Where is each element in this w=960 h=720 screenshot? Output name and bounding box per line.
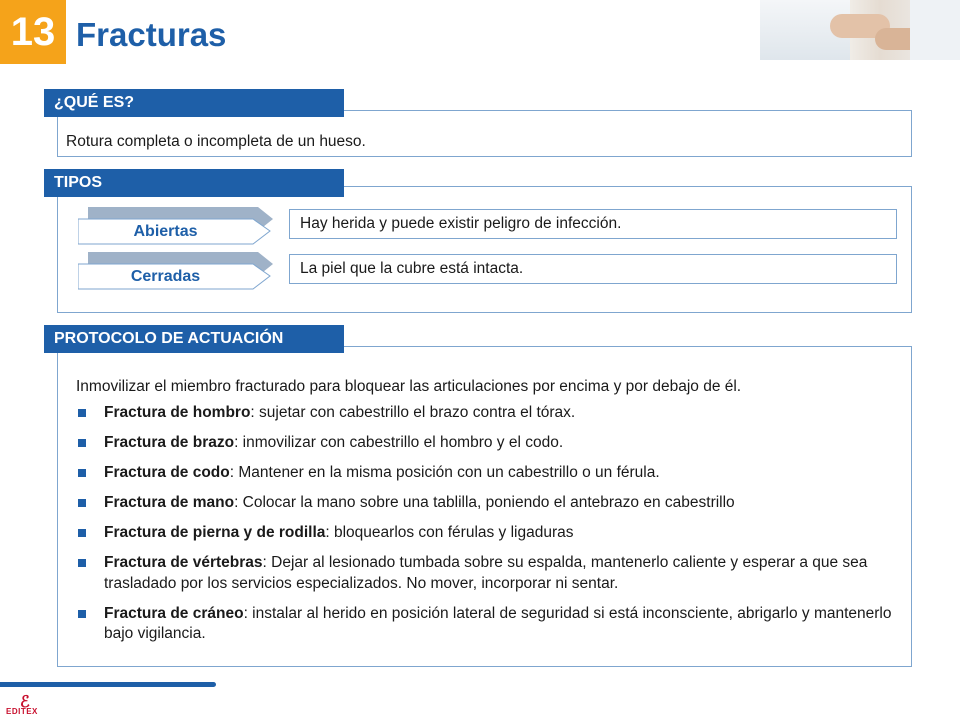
publisher-logo-text: EDITEX — [6, 707, 38, 716]
definition-text: Rotura completa o incompleta de un hueso. — [66, 133, 366, 150]
bullet-square-icon — [78, 610, 86, 618]
type-label-abiertas: Abiertas — [133, 223, 198, 240]
types-heading: TIPOS — [44, 169, 344, 197]
list-item — [76, 523, 896, 544]
type-desc-cerradas: La piel que la cubre está intacta. — [289, 254, 897, 284]
type-desc-abiertas: Hay herida y puede existir peligro de infección. — [289, 209, 897, 239]
bullet-square-icon — [78, 409, 86, 417]
protocol-list — [76, 403, 896, 654]
item-term: Fractura de mano — [104, 494, 235, 511]
item-text: : instalar al herido en posición lateral de seguridad si está inconsciente, abrigarlo y mantenerlo bajo vigilancia. — [104, 604, 892, 642]
list-item — [76, 493, 896, 514]
item-text: : bloquearlos con férulas y ligaduras — [325, 524, 574, 541]
protocol-intro: Inmovilizar el miembro fracturado para bloquear las articulaciones por encima y por debajo de él. — [76, 378, 742, 395]
item-term: Fractura de pierna y de rodilla — [104, 524, 326, 541]
protocol-heading: PROTOCOLO DE ACTUACIÓN — [44, 325, 344, 353]
bullet-square-icon — [78, 559, 86, 567]
item-term: Fractura de cráneo — [104, 604, 244, 622]
list-item — [76, 463, 896, 484]
type-arrow-abiertas — [78, 207, 273, 240]
header-photo — [760, 0, 960, 60]
unit-number-badge: 13 — [0, 0, 66, 64]
bullet-square-icon — [78, 499, 86, 507]
item-term: Fractura de hombro — [104, 404, 251, 421]
item-term: Fractura de brazo — [104, 434, 235, 451]
footer-bar — [0, 682, 216, 687]
item-text: : Mantener en la misma posición con un cabestrillo o un férula. — [229, 464, 660, 481]
bullet-square-icon — [78, 469, 86, 477]
item-text: : sujetar con cabestrillo el brazo contra el tórax. — [250, 404, 576, 421]
item-term: Fractura de codo — [104, 464, 230, 481]
list-item — [76, 553, 896, 594]
item-text: : Colocar la mano sobre una tablilla, poniendo el antebrazo en cabestrillo — [234, 494, 735, 511]
definition-heading: ¿QUÉ ES? — [44, 89, 344, 117]
publisher-logo-icon: ℰ — [20, 692, 30, 711]
types-box — [57, 186, 912, 313]
list-item — [76, 604, 896, 645]
page-title: Fracturas — [76, 16, 227, 53]
type-arrow-cerradas — [78, 252, 273, 285]
bullet-square-icon — [78, 529, 86, 537]
list-item — [76, 433, 896, 454]
item-text: : Dejar al lesionado tumbada sobre su espalda, mantenerlo caliente y esperar a que sea trasladado por los servicios especializados. No mover, incorporar ni sentar. — [104, 554, 868, 592]
publisher-logo — [6, 692, 54, 718]
list-item — [76, 403, 896, 424]
type-label-cerradas: Cerradas — [130, 268, 201, 285]
bullet-square-icon — [78, 439, 86, 447]
item-text: : inmovilizar con cabestrillo el hombro y el codo. — [234, 434, 564, 451]
item-term: Fractura de vértebras — [104, 554, 263, 571]
